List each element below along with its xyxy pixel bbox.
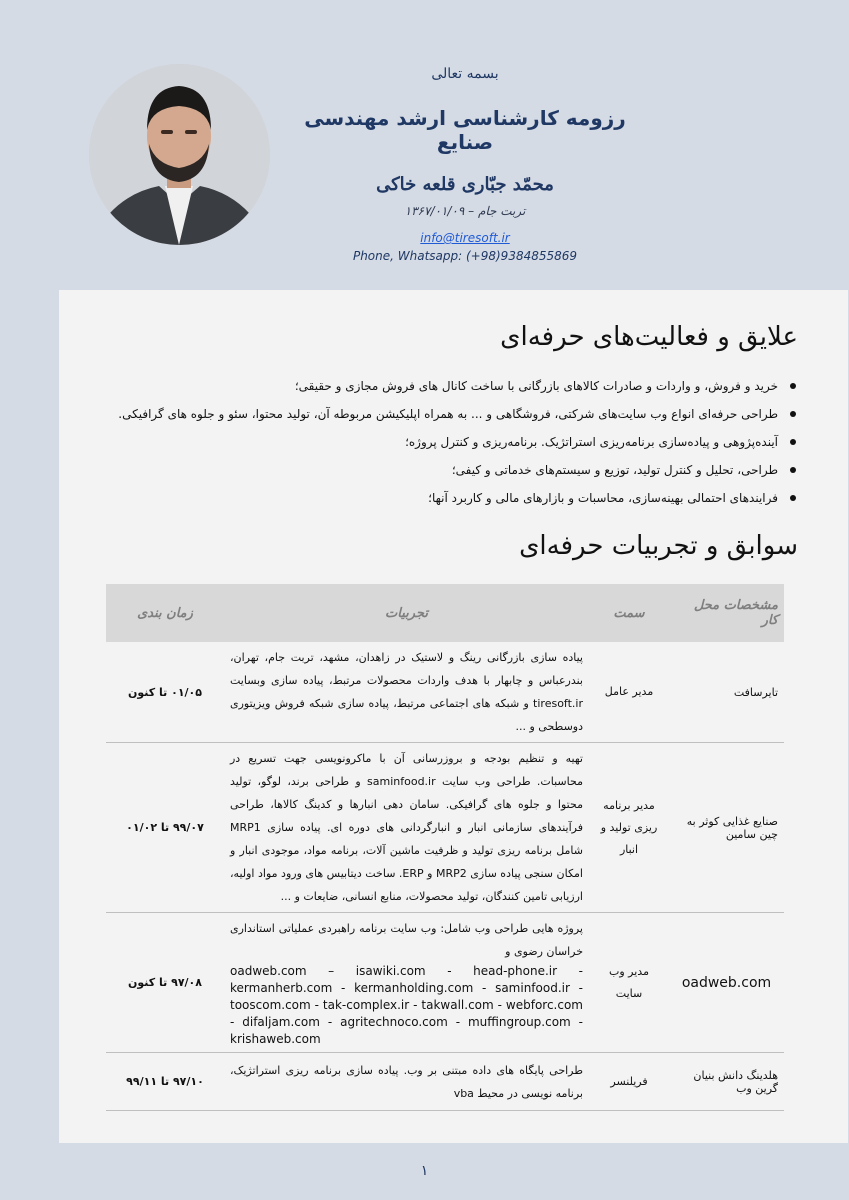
birth-info: تربت جام – ۱۳۶۷/۰۱/۰۹: [404, 204, 526, 218]
profile-photo: [89, 64, 270, 245]
tasks-cell: تهیه و تنظیم بودجه و بروزرسانی آن با ماکرونویسی جهت تسریع در محاسبات. طراحی وب سایت saminfood.ir و طراحی برند، لوگو، تولید محتوا و جلوه های گرافیکی. سامان دهی انبارها و کدینگ کالاها، طراحی فرآیندهای سازمانی انبار و انبارگردانی های دوره ای. پیاده سازی MRP1 شامل برنامه ریزی تولید و ظرفیت ماشین آلات، برنامه مواد، موجودی انبار و امکان سنجی پیاده سازی MRP2 و ERP. ساخت دیتابیس های ورود مواد اولیه، ارزیابی تامین کنندگان، تولید محصولات، منابع انسانی، ضایعات و ...: [224, 743, 589, 913]
table-row: [106, 642, 784, 743]
email-link[interactable]: info@tiresoft.ir: [420, 231, 510, 245]
header: [0, 0, 849, 290]
role-cell: مدیر برنامه ریزی تولید و انبار: [589, 743, 669, 913]
place-cell: [669, 913, 784, 1053]
tasks-cell: پیاده سازی بازرگانی رینگ و لاستیک در زاهدان، مشهد، تربت جام، تهران، بندرعباس و چابهار با هدف واردات محصولات مرتبط، پیاده سازی وبسایت tiresoft.ir و شبکه های اجتماعی مرتبط، پیاده سازی شبکه فروش ویزیتوری دوسطحی و ...: [224, 642, 589, 743]
list-item: خرید و فروش، و واردات و صادرات کالاهای بازرگانی با ساخت کانال های فروش مجازی و حقیقی؛: [78, 372, 798, 400]
place-domain: oadweb.com: [681, 974, 772, 991]
experience-title: سوابق و تجربیات حرفه‌ای: [519, 531, 798, 561]
list-item: فرایندهای احتمالی بهینه‌سازی، محاسبات و بازارهای مالی و کاربرد آنها؛: [78, 484, 798, 512]
role-cell: مدیر عامل: [589, 642, 669, 743]
table-row: [106, 913, 784, 1053]
table-row: [106, 743, 784, 913]
role-cell: فریلنسر: [589, 1053, 669, 1111]
resume-title: رزومه کارشناسی ارشد مهندسی صنایع: [304, 106, 626, 154]
tasks-domains: oadweb.com – isawiki.com - head-phone.ir - kermanherb.com - kermanholding.com - saminfood.ir - tooscom.com - tak-complex.ir - takwall.com - webforc.com - difaljam.com - agritechnoco.com - muffingroup.com - krishaweb.com: [230, 964, 583, 1046]
place-cell: هلدینگ دانش بنیان گرین وب: [669, 1053, 784, 1111]
period-cell: ۰۱/۰۵ تا کنون: [106, 642, 224, 743]
header-role: سمت: [589, 584, 669, 642]
resume-body: [59, 290, 848, 1143]
tasks-cell: طراحی پایگاه های داده مبتنی بر وب. پیاده سازی برنامه ریزی استراتژیک، برنامه نویسی در محیط vba: [224, 1053, 589, 1111]
list-item: طراحی حرفه‌ای انواع وب سایت‌های شرکتی، فروشگاهی و ... به همراه اپلیکیشن مربوطه آن، تولید محتوا، سئو و جلوه های گرافیکی.: [78, 400, 798, 428]
page-number: ۱: [420, 1163, 429, 1179]
header-tasks: تجربیات: [224, 584, 589, 642]
header-period: زمان بندی: [106, 584, 224, 642]
tasks-cell: [224, 913, 589, 1053]
role-cell: مدیر وب سایت: [589, 913, 669, 1053]
interests-list: [78, 372, 798, 512]
table-header-row: [106, 584, 784, 642]
period-cell: ۹۷/۰۸ تا کنون: [106, 913, 224, 1053]
bismillah: بسمه تعالی: [431, 66, 499, 82]
period-cell: ۹۷/۱۰ تا ۹۹/۱۱: [106, 1053, 224, 1111]
table-row: [106, 1053, 784, 1111]
person-avatar-icon: [89, 64, 270, 245]
tasks-text: پروژه هایی طراحی وب شامل: وب سایت برنامه راهبردی عملیاتی استانداری خراسان رضوی و: [230, 922, 583, 958]
interests-title: علایق و فعالیت‌های حرفه‌ای: [500, 322, 798, 352]
phone-info: Phone, Whatsapp: (+98)9384855869: [352, 249, 578, 263]
list-item: طراحی، تحلیل و کنترل تولید، توزیع و سیستم‌های خدماتی و کیفی؛: [78, 456, 798, 484]
person-name: محمّد جبّاری قلعه خاکی: [376, 174, 554, 195]
place-cell: تایرسافت: [669, 642, 784, 743]
header-place: مشخصات محل کار: [669, 584, 784, 642]
period-cell: ۹۹/۰۷ تا ۰۱/۰۲: [106, 743, 224, 913]
experience-table: [106, 584, 784, 1111]
list-item: آینده‌پژوهی و پیاده‌سازی برنامه‌ریزی استراتژیک. برنامه‌ریزی و کنترل پروژه؛: [78, 428, 798, 456]
place-cell: صنایع غذایی کوثر به چین سامین: [669, 743, 784, 913]
